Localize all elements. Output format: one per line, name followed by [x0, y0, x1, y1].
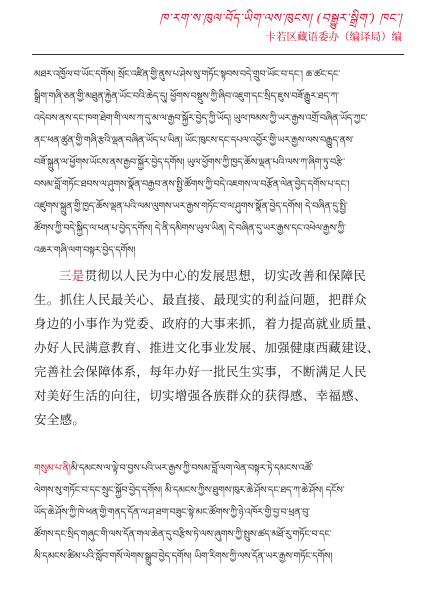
paragraph-lead: 三是	[59, 268, 85, 283]
chinese-paragraph	[34, 264, 404, 432]
text-line: 生。抓住人民最关心、最直接、最现实的利益问题，把群众	[34, 292, 367, 307]
text-line: ཚོགས་ཀྱི་བདེ་སྐྱིད་ལ་ཕན་པ་བྱེད་དགོས། དེ་ནི་དམིགས་ཡུལ་ཡིན། དེ་བཞིན་དུ་ཡར་རྒྱས་དང་འཕེལ་རྒྱས་ཀྱི་	[34, 223, 346, 234]
text-line: འཆར་གཞི་ལག་བསྟར་བྱེད་དགོས།	[34, 245, 136, 256]
text-line: མཐར་འཁྱོལ་བ་ཡོང་དགོས། སྲོང་འཛིན་གྱི་ནུས་པ་ཤེས་སུ་གཏོང་སྟབས་བདེ་གྲུབ་ཡོང་བ་དང་། ཆ་ཚང་དང་	[34, 69, 341, 80]
text-line: བསམ་བློ་གཏོང་ཐབས་ལ་ཤུགས་སྣོན་བརྒྱབ་ནས་སྤྱི་ཚོགས་ཀྱི་བདེ་འཇགས་ལ་བརྩོན་ལེན་བྱེད་དགོས་པ་དང་།	[34, 179, 350, 190]
text-line: བཟོ་སྐྲུན་ལ་ཕྱོགས་ཡོངས་ནས་རྒྱབ་སྐྱོར་བྱེད་དགོས། ཡུལ་ཕྱོགས་ཀྱི་ཁྱད་ཆོས་ལྡན་པའི་ལས་ཀ་ཞིག་ཏུ་བརྩི་	[34, 157, 345, 168]
text-line: 办好人民满意教育、推进文化事业发展、加强健康西藏建设、	[34, 340, 380, 355]
header-divider	[32, 54, 404, 55]
document-header	[160, 10, 402, 44]
tibetan-paragraph-1	[34, 64, 404, 262]
text-line: ཡོད་ཆེ་ཤོས་ཀྱི་ཁེ་ཕན་གྱི་གནད་དོན་ལ་ཤ་ཐག་བཟུང་སྟེ་མང་ཚོགས་ཀྱི་ཉེ་འཁོར་གྱི་བྱ་བ་ཕྲན་བུ་	[34, 507, 310, 518]
text-line: འདེབས་ནས་དང་ཁག་ཐེག་གི་ལས་ཀ་དུ་མ་ལ་རྒྱབ་སྐྱོར་བྱེད་ཀྱི་ཡོད། ཡུལ་ཁམས་ཀྱི་ཡར་རྒྱས་འགྲོ་བཞིན་ཡོད་ཀྱང་	[34, 113, 368, 124]
text-line	[34, 458, 404, 480]
text-segment: 贯彻以人民为中心的发展思想，切实改善和保障民	[84, 268, 367, 283]
text-line: 对美好生活的向往，切实增强各族群众的获得感、幸福感、	[34, 388, 367, 403]
paragraph-lead: གསུམ་པ་ནི།	[34, 463, 71, 474]
header-tibetan-title: ཁ་རག་ས་ཁུལ་བོད་ཡིག་ལས་ཁུངས། (བསྒྱུར་སྒྲིག་) ཁང་།	[159, 11, 402, 25]
tibetan-paragraph-2	[34, 458, 404, 568]
text-line	[34, 264, 404, 288]
text-segment: མི་དམངས་ལ་ལྟེ་བ་བྱས་པའི་ཡར་རྒྱས་ཀྱི་བསམ་བློ་ལག་ལེན་བསྟར་ཏེ་དམངས་འཚོ་	[70, 463, 313, 474]
text-line: ཚོགས་དང་སྲིད་གཞུང་གི་ལས་དོན་གལ་ཆེན་དུ་བརྩིས་ཏེ་ལས་ཞུགས་ཀྱི་སྤུས་ཚད་མཐོ་རུ་གཏོང་བ་དང་	[34, 529, 332, 540]
text-line: མི་དམངས་ཚིམ་པའི་སློབ་གསོ་ལེགས་སྒྲུབ་བྱེད་དགོས། ཡིག་རིགས་ཀྱི་ལས་དོན་ཡར་རྒྱས་གཏོང་དགོས།	[34, 551, 333, 562]
text-line: ནང་ཕན་ཚུན་གྱི་གཞི་རྩའི་ལྡན་བཞིན་ཡོད་པ་ཡིན། ཡོང་ཁུངས་དང་དཔལ་འབྱོར་གྱི་ཡར་རྒྱས་ལས་བརྒྱུད་ནས་	[34, 135, 354, 146]
text-line: 安全感。	[34, 412, 86, 427]
text-line: ལེགས་སུ་གཏོང་བ་དང་སྲུང་སྐྱོབ་བྱེད་དགོས། མི་དམངས་ཀྱིས་ཐུགས་ཁུར་ཆེ་ཤོས་དང་ཐད་ཀ་ཆེ་ཤོས། དངོས་	[34, 485, 345, 496]
header-chinese-title: 卡若区藏语委办（编译局）编	[265, 31, 402, 43]
text-line: 完善社会保障体系，每年办好一批民生实事，不断满足人民	[34, 364, 367, 379]
text-line: འཛུགས་སྐྲུན་གྱི་ཁྱད་ཆོས་ལྡན་པའི་ལམ་ལུགས་ཡར་རྒྱས་གཏོང་བ་ལ་ཤུགས་སྣོན་བྱེད་དགོས། དེ་བཞིན་དུ་སྤྱི་	[34, 201, 348, 212]
text-line: 身边的小事作为党委、政府的大事来抓，着力提高就业质量、	[34, 316, 380, 331]
text-line: སྒྲིག་གཞི་ཅན་གྱི་མཐུན་རྐྱེན་ཡོང་བའི་ཆེད་དུ། ཕྱོགས་བསྡུས་ཀྱི་ཞིབ་འཇུག་དང་སྲིད་ཇུས་བཟོ་རྒྱུར་ཐད་ཀ་	[34, 91, 339, 102]
